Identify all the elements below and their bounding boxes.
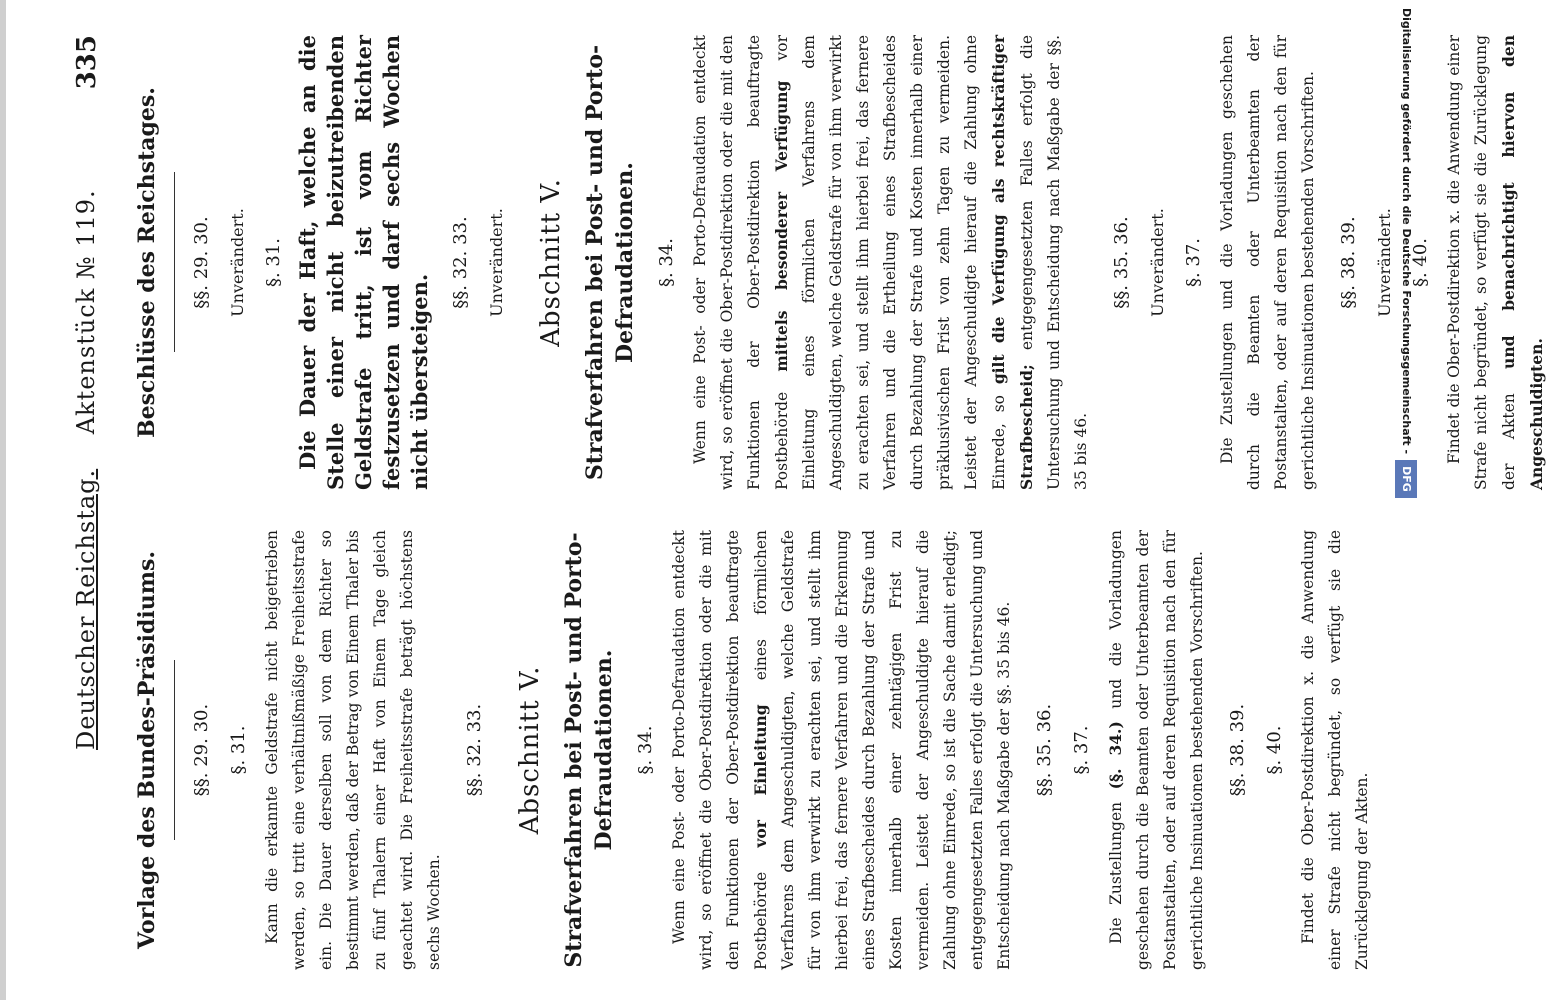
funding-sidebar bbox=[1395, 8, 1417, 992]
right-sec-40: §. 40. bbox=[1410, 237, 1431, 288]
right-para-34 bbox=[687, 35, 1095, 490]
funding-note bbox=[1395, 8, 1417, 992]
left-sec-29-30: §§. 29. 30. bbox=[191, 703, 212, 797]
left-sec-32-33: §§. 32. 33. bbox=[464, 703, 485, 797]
left-column bbox=[134, 530, 1376, 970]
heading-rule bbox=[174, 173, 175, 353]
right-unveraendert-2: Unverändert. bbox=[487, 208, 506, 317]
header-reichstag: Deutscher Reichstag. bbox=[72, 468, 100, 750]
left-para-40: Findet die Ober-Postdirektion x. die Anwendung einer Strafe nicht begründet, so verfügt sie die Zurücklegung der Akten. bbox=[1299, 530, 1371, 970]
running-header bbox=[72, 35, 112, 970]
right-abschnitt: Abschnitt V. bbox=[536, 178, 566, 347]
right-para-40-a: Findet die Ober-Postdirektion x. die Anwendung einer Strafe nicht begründet, so verfügt sie die Zurücklegung der Akten bbox=[1445, 35, 1518, 490]
left-para-34-b: eines förmlichen Verfahrens dem Angeschuldigten, welche Geldstrafe für von ihm verwirkt zu erachten sei, und stellt ihm hierbei frei, das fernere Verfahren und die Erkennung eines Strafbescheides durch Bezahlung der Strafe und Kosten innerhalb einer zehntägigen Frist zu vermeiden. Leistet der Angeschuldigte hierauf die Zahlung ohne Einrede, so ist die Sache damit erledigt; entgegengesetzten Falles erfolgt die Untersuchung und Entscheidung nach Maßgabe der §§. 35 bis 46. bbox=[752, 530, 1013, 970]
left-para-31: Kann die erkannte Geldstrafe nicht beigetrieben werden, so tritt eine verhältnißmäßige Freiheitsstrafe ein. Die Dauer derselben soll von dem Richter so bestimmt werden, daß der Betrag von Einem Thaler bis zu fünf Thalern einer Haft von Einem Tage gleich geachtet wird. Die Freiheitsstrafe beträgt höchstens sechs Wochen. bbox=[263, 530, 443, 970]
left-para-34 bbox=[666, 530, 1018, 970]
left-para-37-b: und die Vorladungen geschehen durch die Beamten oder Unterbeamten der Postanstalten, oder auf deren Requisition nach den für gerichtliche Insinuationen bestehenden Vorschriften. bbox=[1107, 530, 1206, 970]
right-para-40 bbox=[1441, 35, 1551, 490]
left-para-37 bbox=[1102, 530, 1211, 970]
left-sec-37: §. 37. bbox=[1071, 725, 1092, 775]
right-para-31: Die Dauer der Haft, welche an die Stelle einer nicht beizutreibenden Geldstrafe tritt, ist vom Richter festzusetzen und darf sechs Wochen nicht übersteigen. bbox=[295, 35, 432, 490]
right-column bbox=[134, 35, 1551, 490]
right-para-34-c: entgegengesetzten Falles erfolgt die Untersuchung und Entscheidung nach Maßgabe der §§. 35 bis 46. bbox=[1018, 35, 1090, 490]
left-sec-40: §. 40. bbox=[1264, 725, 1285, 775]
left-para-34-a: Wenn eine Post- oder Porto-Defraudation entdeckt wird, so eröffnet die Ober-Postdirektion oder die mit den Funktionen der Ober-Postdirektion beauftragte Postbehörde bbox=[670, 530, 770, 970]
left-sec-34: §. 34. bbox=[635, 725, 656, 775]
funding-text: Digitalisierung gefördert durch die Deutsche Forschungsgemeinschaft - bbox=[1400, 8, 1413, 455]
right-para-34-a: Wenn eine Post- oder Porto-Defraudation entdeckt wird, so eröffnet die Ober-Postdirektion oder die mit den Funktionen der Ober-Postdirektion beauftragte Postbehörde bbox=[691, 35, 791, 490]
right-column-heading: Beschlüsse des Reichstages. bbox=[134, 87, 160, 438]
page-number: 335 bbox=[72, 35, 102, 90]
right-sec-35-36: §§. 35. 36. bbox=[1111, 216, 1132, 309]
right-sec-31: §. 31. bbox=[263, 237, 284, 288]
left-para-34-bold: vor Einleitung bbox=[751, 704, 770, 848]
left-para-37-a: Die Zustellungen bbox=[1107, 801, 1125, 944]
right-sec-38-39: §§. 38. 39. bbox=[1338, 216, 1359, 309]
header-aktenstueck: Aktenstück № 119. bbox=[72, 189, 100, 435]
right-unveraendert-3: Unverändert. bbox=[1148, 208, 1167, 317]
right-para-37: Die Zustellungen und die Vorladungen geschehen durch die Beamten oder Unterbeamten der Postanstalten, oder auf deren Requisition nach den für gerichtliche Insinuationen bestehenden Vorschriften. bbox=[1218, 35, 1317, 490]
right-unveraendert-1: Unverändert. bbox=[228, 208, 247, 317]
right-para-34-bold-1: mittels besonderer Verfügung bbox=[772, 80, 791, 372]
heading-rule bbox=[174, 660, 175, 840]
left-sec-38-39: §§. 38. 39. bbox=[1227, 703, 1248, 797]
right-para-40-bold: und benachrichtigt hiervon den Angeschuldigten. bbox=[1499, 35, 1546, 490]
left-abschnitt: Abschnitt V. bbox=[515, 665, 545, 835]
right-unveraendert-4: Unverändert. bbox=[1375, 208, 1394, 317]
right-sec-29-30: §§. 29. 30. bbox=[191, 216, 212, 309]
left-sec-31: §. 31. bbox=[228, 725, 249, 775]
right-para-34-bold-2: gilt die Verfügung als rechtskräftiger Strafbescheid; bbox=[989, 35, 1036, 490]
right-sec-37: §. 37. bbox=[1183, 237, 1204, 288]
left-abschnitt-title: Strafverfahren bei Post- und Porto-Defraudationen. bbox=[561, 532, 617, 968]
left-sec-35-36: §§. 35. 36. bbox=[1034, 703, 1055, 797]
left-para-37-bold: (§. 34.) bbox=[1106, 721, 1125, 790]
left-column-heading: Vorlage des Bundes-Präsidiums. bbox=[134, 550, 160, 950]
right-sec-32-33: §§. 32. 33. bbox=[450, 216, 471, 309]
right-sec-34: §. 34. bbox=[656, 237, 677, 288]
right-abschnitt-title: Strafverfahren bei Post- und Porto-Defraudationen. bbox=[582, 44, 638, 481]
header-title bbox=[72, 189, 100, 750]
right-para-34-b: vor Einleitung eines förmlichen Verfahrens dem Angeschuldigten, welche Geldstrafe für von ihm verwirkt zu erachten sei, und stellt ihm hierbei frei, das fernere Verfahren und die Ertheilung eines Strafbescheides durch Bezahlung der Strafe und Kosten innerhalb einer präklusivischen Frist von zehn Tagen zu vermeiden. Leistet der Angeschuldigte hierauf die Zahlung ohne Einrede, so bbox=[773, 34, 1008, 490]
dfg-logo: DFG bbox=[1395, 460, 1417, 498]
